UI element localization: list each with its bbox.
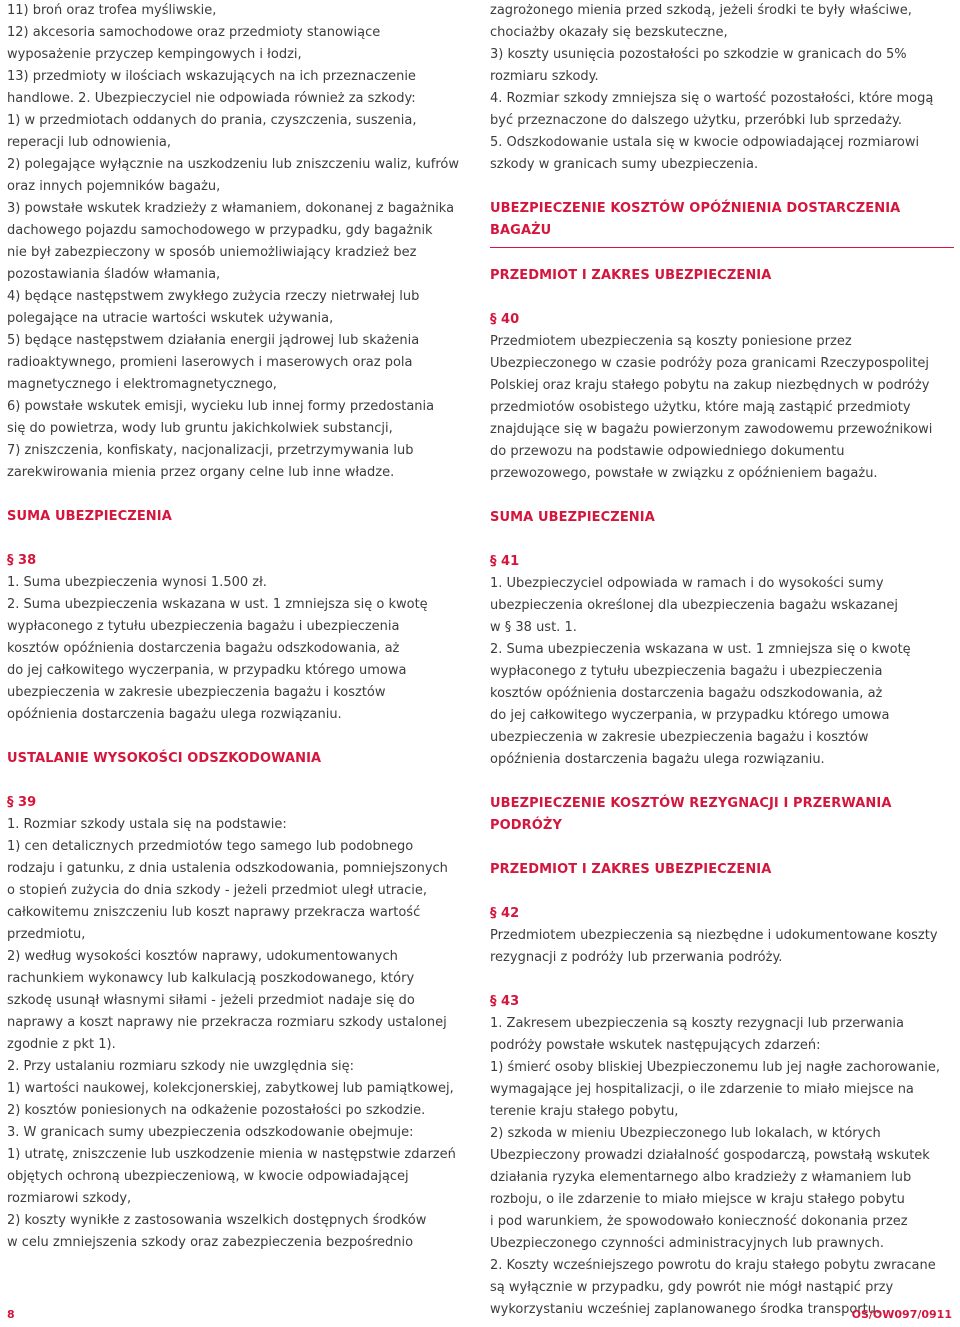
text-line: są wyłącznie w przypadku, gdy powrót nie mógł nastąpić przy [490,1280,894,1295]
list-block-38 [7,572,472,726]
text-line: ubezpieczenia określonej dla ubezpieczenia bagażu wskazanej [490,598,898,613]
text-line: 2. Koszty wcześniejszego powrotu do kraju stałego pobytu zwracane [490,1258,936,1273]
paragraph-number-42: § 42 [490,906,520,921]
text-line: 2) szkoda w mieniu Ubezpieczonego lub lokalach, w których [490,1126,881,1141]
text-line: opóźnienia dostarczenia bagażu ulega rozwiązaniu. [490,752,825,767]
list-block-41 [490,573,954,771]
text-line: ubezpieczenia w zakresie ubezpieczenia bagażu i kosztów [7,685,386,700]
paragraph-number-41: § 41 [490,554,520,569]
text-line: wypłaconego z tytułu ubezpieczenia bagażu i ubezpieczenia [490,664,883,679]
text-line: magnetycznego i elektromagnetycznego, [7,377,277,392]
text-line: o stopień zużycia do dnia szkody - jeżeli przedmiot uległ utracie, [7,883,428,898]
text-line: 2) według wysokości kosztów naprawy, udokumentowanych [7,949,398,964]
text-line: kosztów opóźnienia dostarczenia bagażu odszkodowania, aż [490,686,883,701]
list-block-exclusions [7,0,472,484]
text-line: do jej całkowitego wyczerpania, w przypadku którego umowa [7,663,407,678]
text-line: i pod warunkiem, że spowodowało konieczność dokonania przez [490,1214,908,1229]
text-line: wypłaconego z tytułu ubezpieczenia bagażu i ubezpieczenia [7,619,400,634]
text-line: rodzaju i gatunku, z dnia ustalenia odszkodowania, pomniejszonych [7,861,448,876]
list-block-39 [7,814,472,1254]
section-heading-suma: SUMA UBEZPIECZENIA [7,509,172,524]
section-heading-rezygnacja: UBEZPIECZENIE KOSZTÓW REZYGNACJI I PRZERWANIA PODRÓŻY [490,796,892,833]
list-block-40 [490,331,954,485]
text-line: szkody w granicach sumy ubezpieczenia. [490,157,759,172]
text-line: 1) śmierć osoby bliskiej Ubezpieczonemu lub jej nagłe zachorowanie, [490,1060,940,1075]
paragraph-number-43: § 43 [490,994,520,1009]
text-line: rozmiarowi szkody, [7,1191,132,1206]
text-line: działania ryzyka elementarnego albo kradzieży z włamaniem lub [490,1170,912,1185]
text-line: Polskiej oraz kraju stałego pobytu na zakup niezbędnych w podróży [490,378,930,393]
text-line: opóźnienia dostarczenia bagażu ulega rozwiązaniu. [7,707,342,722]
text-line: przewozowego, powstałe w związku z opóźnieniem bagażu. [490,466,878,481]
section-heading-przedmiot-2: PRZEDMIOT I ZAKRES UBEZPIECZENIA [490,862,772,877]
text-line: Przedmiotem ubezpieczenia są koszty poniesione przez [490,334,852,349]
text-line: Ubezpieczonego czynności administracyjnych lub prawnych. [490,1236,885,1251]
text-line: nie był zabezpieczony w sposób uniemożliwiający kradzież bez [7,245,417,260]
left-column [7,0,472,1254]
text-line: zagrożonego mienia przed szkodą, jeżeli środki te były właściwe, [490,3,912,18]
text-line: 2) kosztów poniesionych na odkażenie pozostałości po szkodzie. [7,1103,426,1118]
text-line: ubezpieczenia w zakresie ubezpieczenia bagażu i kosztów [490,730,869,745]
text-line: 5) będące następstwem działania energii jądrowej lub skażenia [7,333,420,348]
text-line: reperacji lub odnowienia, [7,135,171,150]
text-line: w celu zmniejszenia szkody oraz zabezpieczenia bezpośrednio [7,1235,414,1250]
text-line: 3) koszty usunięcia pozostałości po szkodzie w granicach do 5% [490,47,907,62]
paragraph-number-39: § 39 [7,795,37,810]
text-line: 1. Ubezpieczyciel odpowiada w ramach i do wysokości sumy [490,576,884,591]
text-line: 7) zniszczenia, konfiskaty, nacjonalizacji, przetrzymywania lub [7,443,414,458]
text-line: 3. W granicach sumy ubezpieczenia odszkodowanie obejmuje: [7,1125,414,1140]
text-line: 1) utratę, zniszczenie lub uszkodzenie mienia w następstwie zdarzeń [7,1147,456,1162]
text-line: objętych ochroną ubezpieczeniową, w kwocie odpowiadającej [7,1169,409,1184]
text-line: 11) broń oraz trofea myśliwskie, [7,3,217,18]
section-heading-opoznienie: UBEZPIECZENIE KOSZTÓW OPÓŹNIENIA DOSTARCZENIA BAGAŻU [490,198,954,248]
page-number: 8 [7,1308,15,1321]
text-line: Przedmiotem ubezpieczenia są niezbędne i udokumentowane koszty [490,928,938,943]
text-line: wymagające jej hospitalizacji, o ile zdarzenie to miało miejsce na [490,1082,914,1097]
text-line: 1) w przedmiotach oddanych do prania, czyszczenia, suszenia, [7,113,417,128]
text-line: całkowitemu zniszczeniu lub koszt naprawy przekracza wartość [7,905,421,920]
text-line: 6) powstałe wskutek emisji, wycieku lub innej formy przedostania [7,399,435,414]
text-line: 2) koszty wynikłe z zastosowania wszelkich dostępnych środków [7,1213,427,1228]
section-heading-ustalanie: USTALANIE WYSOKOŚCI ODSZKODOWANIA [7,751,322,766]
text-line: być przeznaczone do dalszego użytku, przeróbki lub sprzedaży. [490,113,902,128]
text-line: kosztów opóźnienia dostarczenia bagażu odszkodowania, aż [7,641,400,656]
text-line: rozboju, o ile zdarzenie to miało miejsce w kraju stałego pobytu [490,1192,905,1207]
list-block-43 [490,1013,954,1321]
text-line: 3) powstałe wskutek kradzieży z włamaniem, dokonanej z bagażnika [7,201,455,216]
text-line: rezygnacji z podróży lub przerwania podróży. [490,950,783,965]
text-line: rozmiaru szkody. [490,69,599,84]
text-line: zarekwirowania mienia przez organy celne lub inne władze. [7,465,395,480]
text-line: 1. Suma ubezpieczenia wynosi 1.500 zł. [7,575,267,590]
text-line: 2) polegające wyłącznie na uszkodzeniu lub zniszczeniu waliz, kufrów [7,157,459,172]
text-line: 12) akcesoria samochodowe oraz przedmioty stanowiące [7,25,381,40]
text-line: 5. Odszkodowanie ustala się w kwocie odpowiadającej rozmiarowi [490,135,920,150]
text-line: 1. Zakresem ubezpieczenia są koszty rezygnacji lub przerwania [490,1016,905,1031]
paragraph-number-40: § 40 [490,312,520,327]
text-line: do przewozu na podstawie odpowiedniego dokumentu [490,444,845,459]
list-block-42 [490,925,954,969]
text-line: dachowego pojazdu samochodowego w przypadku, gdy bagażnik [7,223,433,238]
list-block-continuation [490,0,954,176]
text-line: 2. Suma ubezpieczenia wskazana w ust. 1 zmniejsza się o kwotę [7,597,428,612]
text-line: 13) przedmioty w ilościach wskazujących na ich przeznaczenie [7,69,416,84]
text-line: zgodnie z pkt 1). [7,1037,116,1052]
text-line: naprawy a koszt naprawy nie przekracza rozmiaru szkody ustalonej [7,1015,447,1030]
text-line: w § 38 ust. 1. [490,620,577,635]
text-line: oraz innych pojemników bagażu, [7,179,221,194]
text-line: 1) cen detalicznych przedmiotów tego samego lub podobnego [7,839,414,854]
text-line: polegające na utracie wartości wskutek używania, [7,311,334,326]
text-line: pozostawiania śladów włamania, [7,267,221,282]
text-line: radioaktywnego, promieni laserowych i maserowych oraz pola [7,355,413,370]
text-line: chociażby okazały się bezskuteczne, [490,25,728,40]
text-line: Ubezpieczony prowadzi działalność gospodarczą, powstałą wskutek [490,1148,930,1163]
text-line: do jej całkowitego wyczerpania, w przypadku którego umowa [490,708,890,723]
text-line: Ubezpieczonego w czasie podróży poza granicami Rzeczypospolitej [490,356,929,371]
text-line: 2. Suma ubezpieczenia wskazana w ust. 1 zmniejsza się o kwotę [490,642,911,657]
text-line: wyposażenie przyczep kempingowych i łodzi, [7,47,302,62]
text-line: się do powietrza, wody lub gruntu jakichkolwiek substancji, [7,421,393,436]
text-line: handlowe. 2. Ubezpieczyciel nie odpowiada również za szkody: [7,91,416,106]
section-heading-suma-right: SUMA UBEZPIECZENIA [490,510,655,525]
text-line: wykorzystaniu wcześniej zaplanowanego środka transportu. [490,1302,881,1317]
text-line: terenie kraju stałego pobytu, [490,1104,679,1119]
text-line: podróży powstałe wskutek następujących zdarzeń: [490,1038,821,1053]
text-line: 1) wartości naukowej, kolekcjonerskiej, zabytkowej lub pamiątkowej, [7,1081,454,1096]
text-line: przedmiotu, [7,927,86,942]
text-line: 4) będące następstwem zwykłego zużycia rzeczy nietrwałej lub [7,289,420,304]
text-line: 1. Rozmiar szkody ustala się na podstawie: [7,817,287,832]
section-heading-przedmiot-1: PRZEDMIOT I ZAKRES UBEZPIECZENIA [490,268,772,283]
text-line: rachunkiem wykonawcy lub kalkulacją poszkodowanego, który [7,971,415,986]
right-column [490,0,954,1321]
text-line: 2. Przy ustalaniu rozmiaru szkody nie uwzględnia się: [7,1059,355,1074]
text-line: 4. Rozmiar szkody zmniejsza się o wartość pozostałości, które mogą [490,91,934,106]
text-line: szkodę usunął własnymi siłami - jeżeli przedmiot nadaje się do [7,993,415,1008]
text-line: znajdujące się w bagażu powierzonym zawodowemu przewoźnikowi [490,422,933,437]
paragraph-number-38: § 38 [7,553,37,568]
document-code: OS/OW097/0911 [851,1308,952,1321]
text-line: przedmiotów osobistego użytku, które mają zastąpić przedmioty [490,400,911,415]
